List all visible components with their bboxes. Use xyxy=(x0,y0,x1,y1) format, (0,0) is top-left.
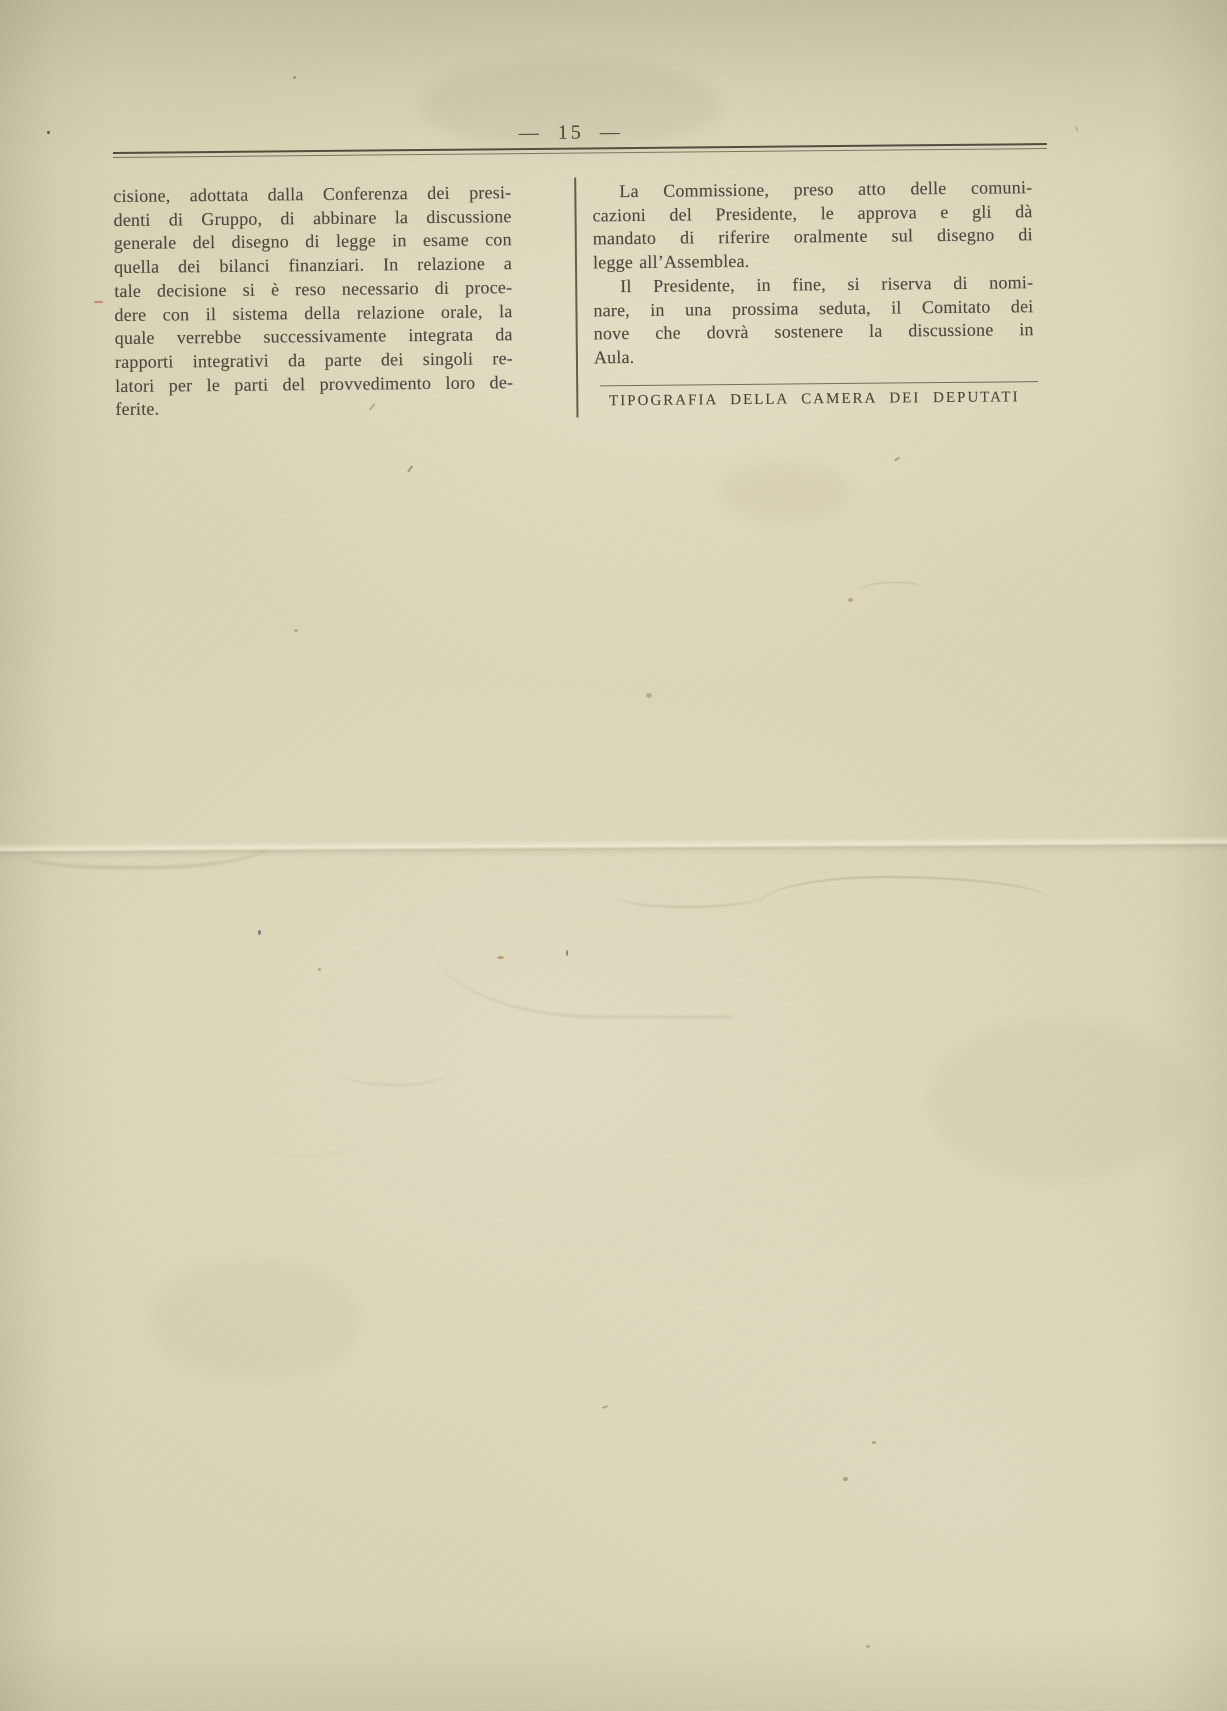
paper-stain xyxy=(150,1260,360,1380)
paragraph xyxy=(592,176,1033,275)
text-line: rapporti integrativi da parte dei singoli re- xyxy=(114,348,514,372)
text-line: generale del disegno di legge in esame con xyxy=(113,229,512,254)
text-line: legge all’Assemblea. xyxy=(592,251,750,273)
paper-speck xyxy=(294,629,298,632)
paper-speck xyxy=(318,968,321,971)
text-line: quella dei bilanci finanziari. In relazione a xyxy=(113,253,513,278)
text-line: La Commissione, preso atto delle comuni- xyxy=(619,177,1033,202)
paper-speck xyxy=(866,1645,870,1648)
text-line: nare, in una prossima seduta, il Comitato dei xyxy=(593,295,1034,320)
text-line: nove che dovrà sostenere la discussione in xyxy=(593,319,1034,344)
right-column xyxy=(592,176,1034,370)
paper-speck xyxy=(848,598,853,602)
text-line: denti di Gruppo, di abbinare la discussione xyxy=(113,205,512,230)
text-line: mandato di riferire oralmente sul disegno di xyxy=(592,224,1033,249)
column-divider-rule xyxy=(574,178,578,418)
paper-speck xyxy=(94,301,103,303)
left-column xyxy=(113,181,513,422)
paper-speck xyxy=(47,131,50,134)
paper-stain xyxy=(420,60,720,150)
paper-speck xyxy=(497,956,504,959)
paper-speck xyxy=(646,693,652,698)
paper-speck xyxy=(293,76,296,79)
paper-speck xyxy=(872,1441,876,1444)
text-line: dere con il sistema della relazione orale, la xyxy=(114,300,513,325)
text-line: Il Presidente, in fine, si riserva di nomi- xyxy=(620,271,1034,296)
text-line: cisione, adottata dalla Conferenza dei presi- xyxy=(113,182,512,206)
paper-speck xyxy=(843,1477,848,1481)
paper-stain xyxy=(720,462,850,522)
text-line: ferite. xyxy=(115,398,160,420)
imprint-text: TIPOGRAFIA DELLA CAMERA DEI DEPUTATI xyxy=(609,389,1020,410)
paper-speck xyxy=(566,950,568,956)
text-line: Aula. xyxy=(593,346,635,368)
text-line: latori per le parti del provvedimento loro de- xyxy=(115,371,514,396)
paragraph xyxy=(593,271,1034,370)
imprint-rule xyxy=(600,381,1038,386)
page-number: — 15 — xyxy=(518,121,623,145)
paper-stain xyxy=(930,1020,1190,1180)
text-line: cazioni del Presidente, le approva e gli dà xyxy=(592,200,1033,226)
text-line: tale decisione si è reso necessario di proce- xyxy=(114,276,513,301)
text-line: quale verrebbe successivamente integrata da xyxy=(114,324,513,349)
paper-speck xyxy=(258,930,261,935)
